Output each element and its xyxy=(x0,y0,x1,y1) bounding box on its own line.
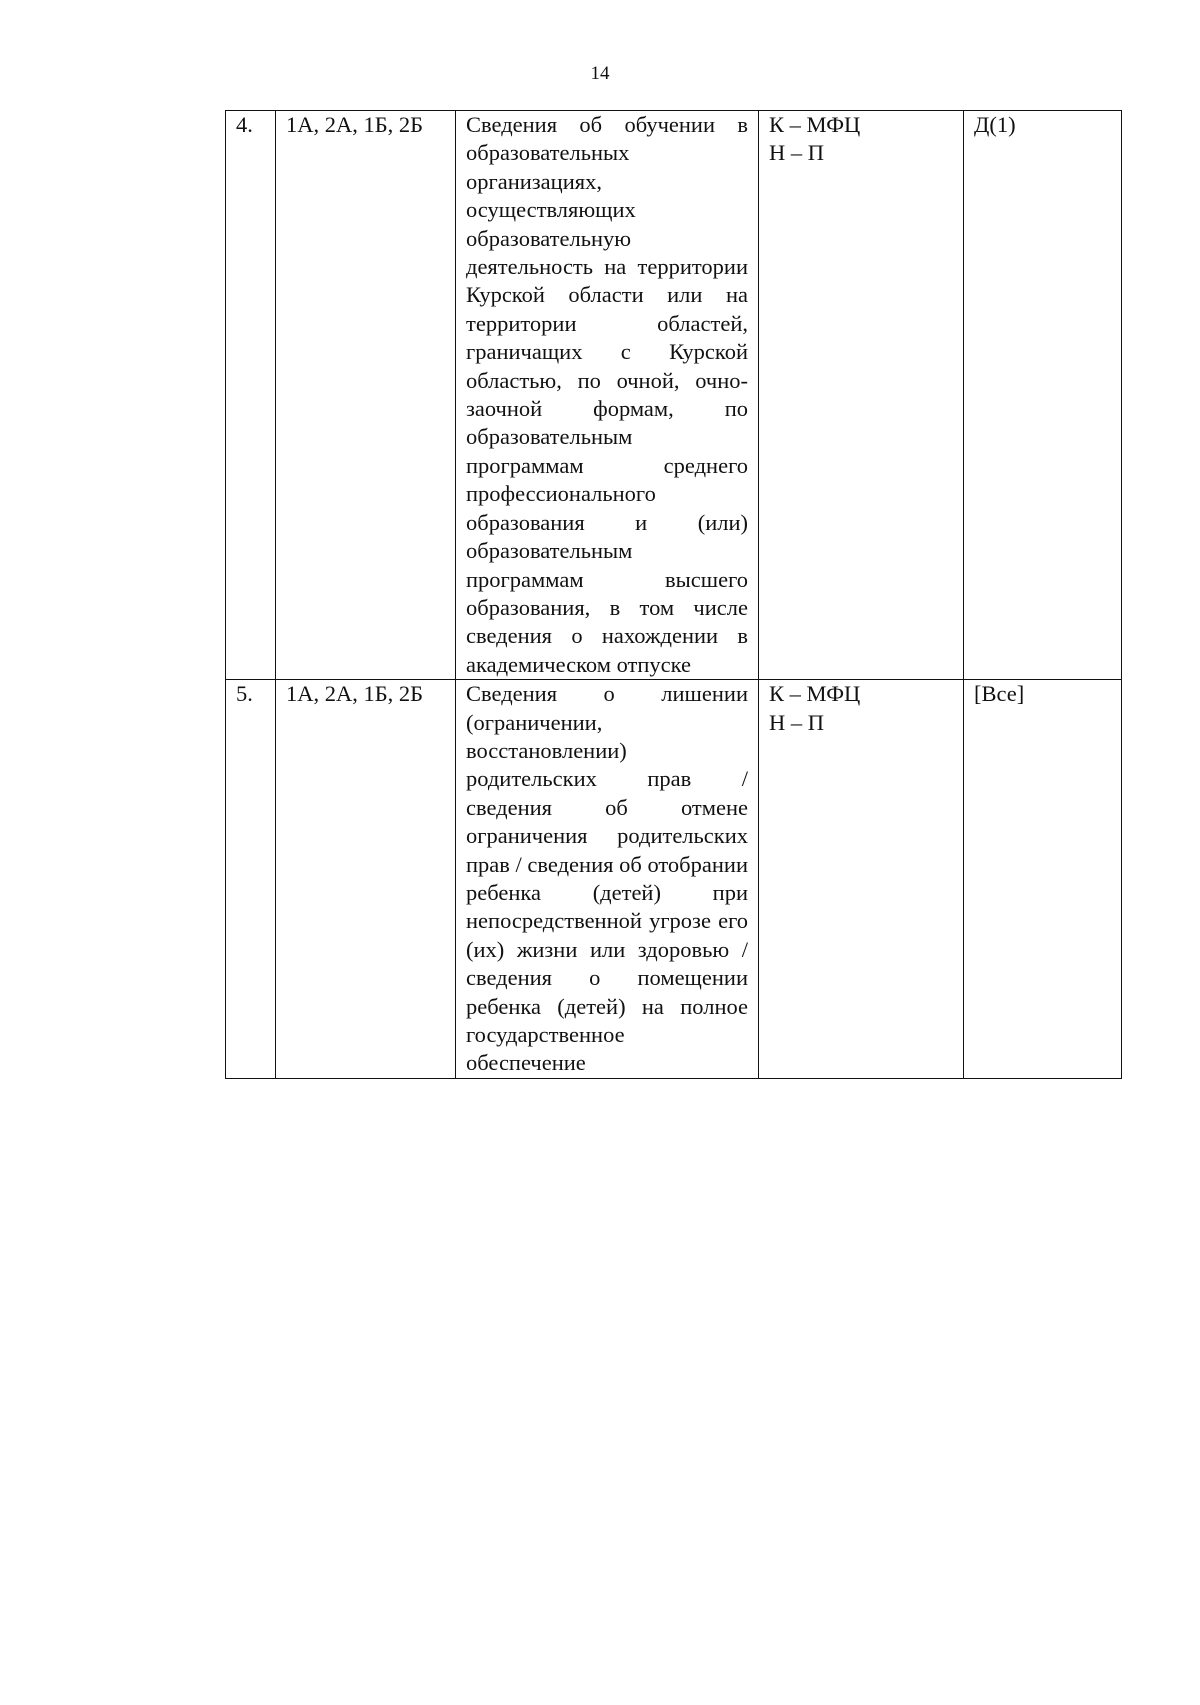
row-number-cell xyxy=(226,111,276,680)
source-line: Н – П xyxy=(769,140,824,166)
categories-text: 1А, 2А, 1Б, 2Б xyxy=(286,112,424,137)
table-row xyxy=(226,680,1122,1079)
row-number: 5. xyxy=(236,681,253,707)
categories-cell xyxy=(276,111,456,680)
row-number: 4. xyxy=(236,112,253,137)
categories-text: 1А, 2А, 1Б, 2Б xyxy=(286,681,424,707)
data-table xyxy=(225,110,1122,1079)
description-cell xyxy=(456,680,759,1079)
categories-cell xyxy=(276,680,456,1079)
page-number: 14 xyxy=(590,63,610,84)
condition-text: Д(1) xyxy=(974,112,1016,137)
table-row xyxy=(226,111,1122,680)
source-cell xyxy=(759,111,964,680)
source-line: К – МФЦ xyxy=(769,681,861,707)
description-cell xyxy=(456,111,759,680)
condition-cell xyxy=(964,680,1122,1079)
source-line: К – МФЦ xyxy=(769,112,861,137)
condition-cell xyxy=(964,111,1122,680)
source-cell xyxy=(759,680,964,1079)
condition-text: [Все] xyxy=(974,681,1025,707)
description-text: Сведения об обучении в образовательных организациях, осуществляющих образовательную деятельность на территории Курской области или на территории областей, граничащих с Курской областью, по очной, очно-заочной формам, по образовательным программам среднего профессионального образования и (или) образовательным программам высшего образования, в том числе сведения о нахождении в академическом отпуске xyxy=(466,112,748,677)
description-text: Сведения о лишении (ограничении, восстановлении) родительских прав / сведения об отмене ограничения родительских прав / сведения об отобрании ребенка (детей) при непосредственной угрозе его (их) жизни или здоровью / сведения о помещении ребенка (детей) на полное государственное обеспечение xyxy=(466,681,748,1076)
row-number-cell xyxy=(226,680,276,1079)
source-line: Н – П xyxy=(769,709,824,735)
